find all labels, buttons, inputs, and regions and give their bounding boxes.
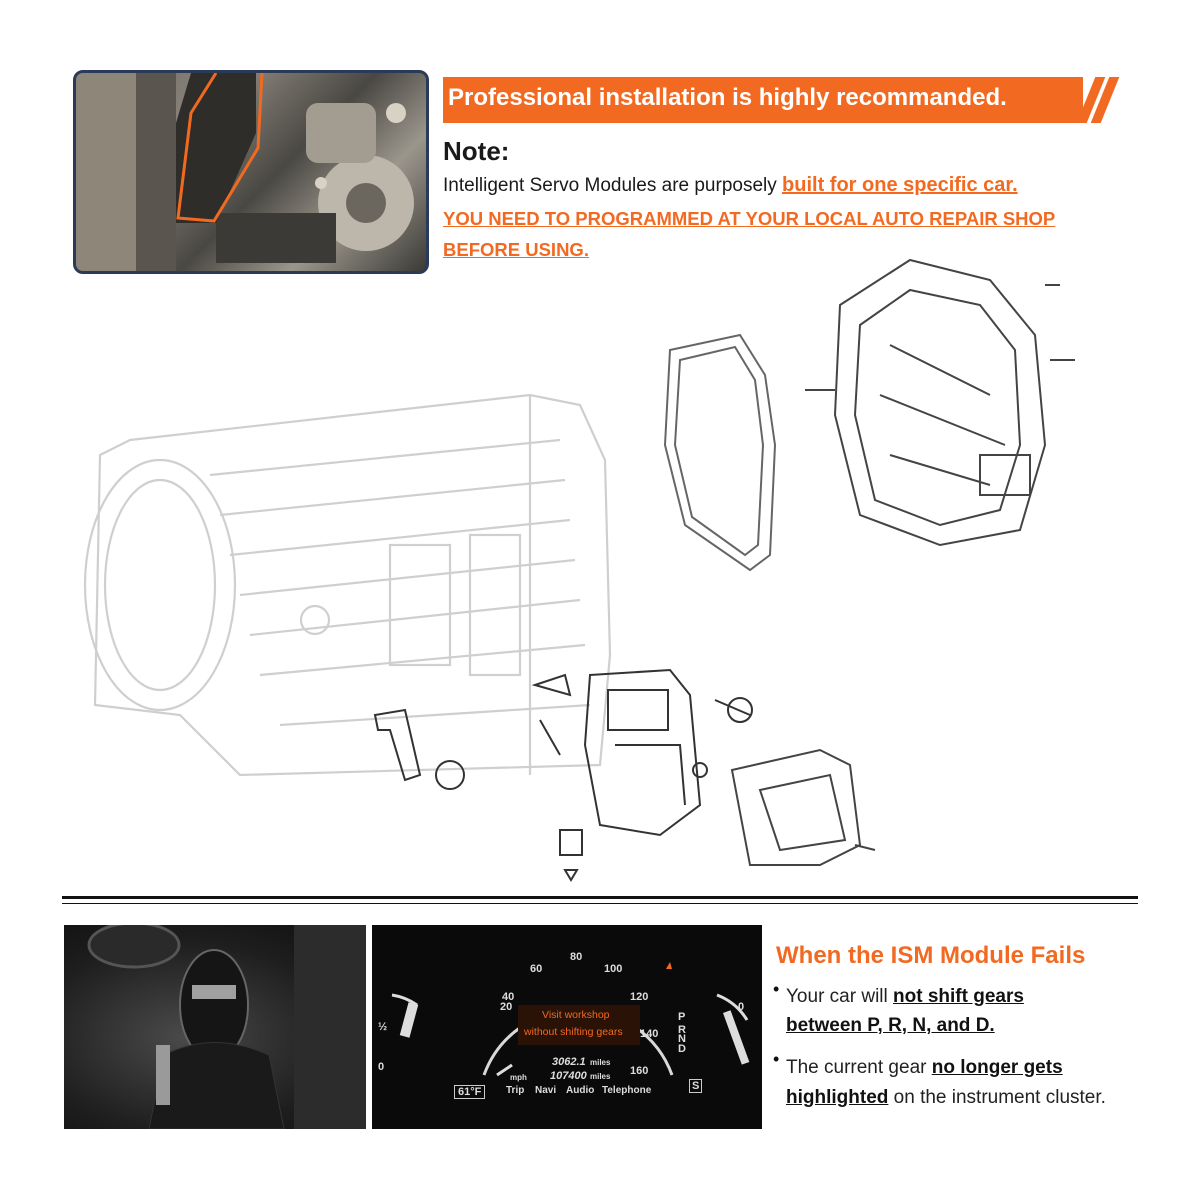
temperature-display: 61°F: [454, 1085, 485, 1099]
gear-d: D: [678, 1043, 686, 1055]
bullet2-bold: no longer gets: [931, 1057, 1063, 1078]
trip-value: 3062.1: [552, 1056, 586, 1068]
bullet-dot: •: [773, 979, 780, 999]
bullet1-line2: [786, 1015, 995, 1037]
transmission-housing: [85, 395, 610, 775]
menu-trip[interactable]: Trip: [506, 1085, 525, 1096]
bullet1-line1: [786, 986, 1024, 1008]
section-divider: [62, 896, 1138, 899]
cluster-warning-line1: Visit workshop: [542, 1009, 610, 1021]
menu-audio[interactable]: Audio: [566, 1085, 595, 1096]
fails-title: When the ISM Module Fails: [776, 942, 1086, 969]
menu-telephone[interactable]: Telephone: [602, 1085, 652, 1096]
note-line: [443, 174, 1018, 197]
servo-module: [375, 670, 752, 880]
gear-r: R: [678, 1024, 686, 1036]
right-gauge-zero: 0: [738, 1001, 745, 1013]
speed-unit: mph: [510, 1073, 527, 1082]
bullet2-prefix: The current gear: [786, 1057, 932, 1078]
speed-tick-160: 160: [630, 1065, 649, 1077]
cluster-warning-line2: without shifting gears: [524, 1026, 623, 1038]
gear-n: N: [678, 1033, 686, 1045]
note-line-prefix: Intelligent Servo Modules are purposely: [443, 175, 783, 196]
bullet2-line1: [786, 1057, 1063, 1079]
note-line-highlight: built for one specific car.: [782, 174, 1018, 196]
gear-shifter-photo: [64, 925, 366, 1129]
section-divider-thin: [62, 903, 1138, 904]
transmission-exploded-diagram: [60, 245, 1140, 885]
gasket: [665, 335, 775, 570]
bullet1-bold2: between P, R, N, and D.: [786, 1015, 995, 1036]
fuel-half-label: ½: [378, 1021, 388, 1033]
bullet2-line2: [786, 1087, 1106, 1109]
speed-tick-20: 20: [500, 1001, 513, 1013]
speed-tick-120: 120: [630, 991, 649, 1003]
bullet-dot: •: [773, 1049, 780, 1069]
speed-tick-140: 140: [640, 1028, 659, 1040]
bullet1-prefix: Your car will: [786, 986, 894, 1007]
gear-p: P: [678, 1011, 686, 1023]
bullet2-bold2: highlighted: [786, 1087, 889, 1108]
sport-mode-indicator: S: [689, 1079, 702, 1093]
bell-housing: [805, 260, 1075, 545]
engine-bay-illustration: [76, 73, 426, 271]
menu-navi[interactable]: Navi: [535, 1085, 557, 1096]
bullet1-bold: not shift gears: [893, 986, 1024, 1007]
gear-shifter-illustration: [64, 925, 366, 1129]
speed-tick-60: 60: [530, 963, 543, 975]
bullet2-suffix: on the instrument cluster.: [888, 1087, 1106, 1108]
odometer-unit: miles: [590, 1072, 611, 1081]
instrument-cluster-photo: [372, 925, 762, 1129]
programming-warning-line1: YOU NEED TO PROGRAMMED AT YOUR LOCAL AUTO REPAIR SHOP: [443, 208, 1056, 229]
trip-unit: miles: [590, 1058, 611, 1067]
installation-location-photo: [73, 70, 429, 274]
recommendation-text: Professional installation is highly recommanded.: [448, 84, 1007, 111]
odometer-value: 107400: [550, 1070, 587, 1082]
speed-tick-100: 100: [604, 963, 623, 975]
speed-tick-80: 80: [570, 951, 583, 963]
speed-tick-40: 40: [502, 991, 515, 1003]
cover-plate: [732, 750, 875, 865]
fuel-empty-label: 0: [378, 1061, 385, 1073]
programming-warning-line2: BEFORE USING.: [443, 239, 589, 260]
note-title: Note:: [443, 136, 510, 166]
